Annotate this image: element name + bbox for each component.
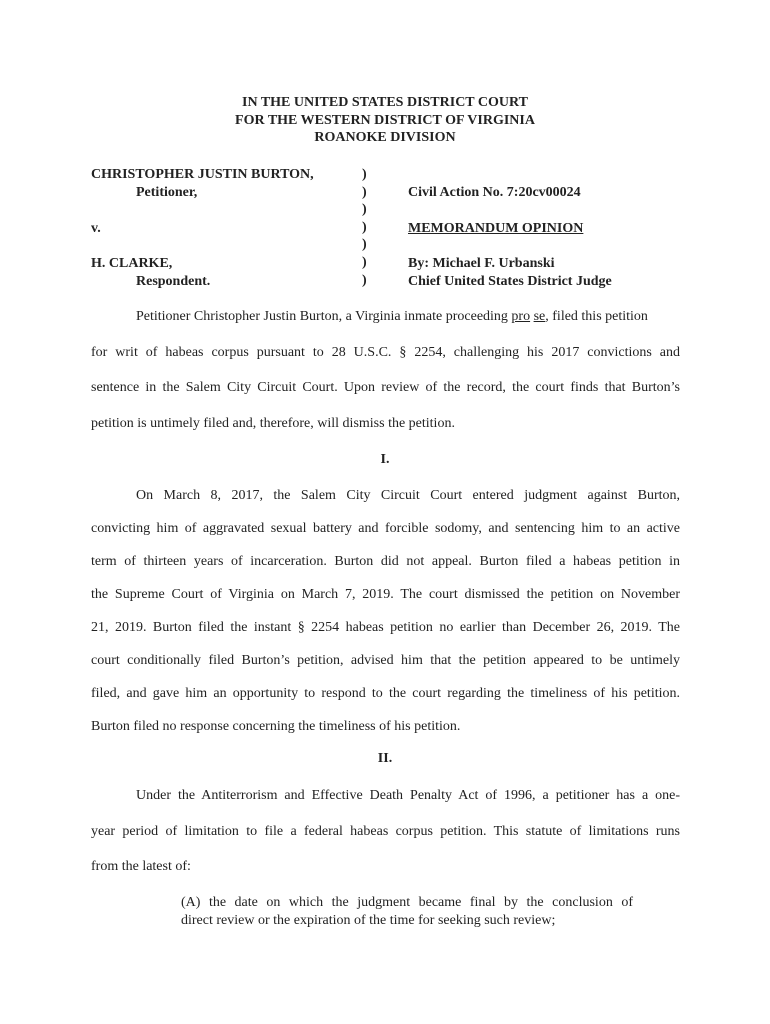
paragraph-line: term of thirteen years of incarceration. Burton did not appeal. Burton filed a habeas petition in bbox=[91, 554, 680, 569]
quote-line: direct review or the expiration of the time for seeking such review; bbox=[181, 913, 556, 928]
paren: ) bbox=[362, 184, 367, 200]
paren: ) bbox=[362, 237, 367, 253]
paragraph-line: filed, and gave him an opportunity to respond to the court regarding the timeliness of his petition. bbox=[91, 686, 680, 701]
document-title: MEMORANDUM OPINION bbox=[408, 221, 584, 236]
paragraph-line: the Supreme Court of Virginia on March 7, 2019. The court dismissed the petition on November bbox=[91, 587, 680, 602]
paragraph-line: Petitioner Christopher Justin Burton, a Virginia inmate proceeding pro se, filed this petition bbox=[136, 309, 648, 324]
petitioner-name: CHRISTOPHER JUSTIN BURTON, bbox=[91, 167, 314, 182]
civil-action-number: Civil Action No. 7:20cv00024 bbox=[408, 185, 581, 200]
judge-name: By: Michael F. Urbanski bbox=[408, 256, 555, 271]
versus: v. bbox=[91, 221, 101, 236]
judge-title: Chief United States District Judge bbox=[408, 274, 612, 289]
caption-divider bbox=[362, 166, 367, 289]
paren: ) bbox=[362, 219, 367, 235]
quote-line: (A) the date on which the judgment became final by the conclusion of bbox=[181, 895, 633, 910]
respondent-role: Respondent. bbox=[136, 274, 211, 289]
court-header bbox=[0, 94, 770, 147]
section-heading-1: I. bbox=[380, 452, 390, 467]
paragraph-line: for writ of habeas corpus pursuant to 28 U.S.C. § 2254, challenging his 2017 convictions and bbox=[91, 345, 680, 360]
section-heading-2: II. bbox=[377, 751, 393, 766]
paragraph-line: sentence in the Salem City Circuit Court. Upon review of the record, the court finds that Burton’s bbox=[91, 380, 680, 395]
paragraph-line: Burton filed no response concerning the timeliness of his petition. bbox=[91, 719, 461, 734]
petitioner-role: Petitioner, bbox=[136, 185, 198, 200]
paren: ) bbox=[362, 254, 367, 270]
court-name: IN THE UNITED STATES DISTRICT COURT bbox=[242, 95, 528, 110]
paragraph-line: On March 8, 2017, the Salem City Circuit Court entered judgment against Burton, bbox=[136, 488, 680, 503]
paragraph-line: Under the Antiterrorism and Effective Death Penalty Act of 1996, a petitioner has a one- bbox=[136, 788, 680, 803]
respondent-name: H. CLARKE, bbox=[91, 256, 173, 271]
paragraph-line: convicting him of aggravated sexual battery and forcible sodomy, and sentencing him to an active bbox=[91, 521, 680, 536]
paragraph-line: 21, 2019. Burton filed the instant § 2254 habeas petition no earlier than December 26, 2019. The bbox=[91, 620, 680, 635]
court-district: FOR THE WESTERN DISTRICT OF VIRGINIA bbox=[235, 112, 535, 128]
paragraph-line: year period of limitation to file a federal habeas corpus petition. This statute of limitations runs bbox=[91, 824, 680, 839]
paragraph-line: court conditionally filed Burton’s petition, advised him that the petition appeared to be untimely bbox=[91, 653, 680, 668]
paragraph-line: from the latest of: bbox=[91, 859, 191, 874]
court-division: ROANOKE DIVISION bbox=[314, 130, 456, 145]
paren: ) bbox=[362, 167, 367, 182]
paren: ) bbox=[362, 272, 367, 288]
paragraph-line: petition is untimely filed and, therefore, will dismiss the petition. bbox=[91, 416, 455, 431]
paren: ) bbox=[362, 202, 367, 218]
